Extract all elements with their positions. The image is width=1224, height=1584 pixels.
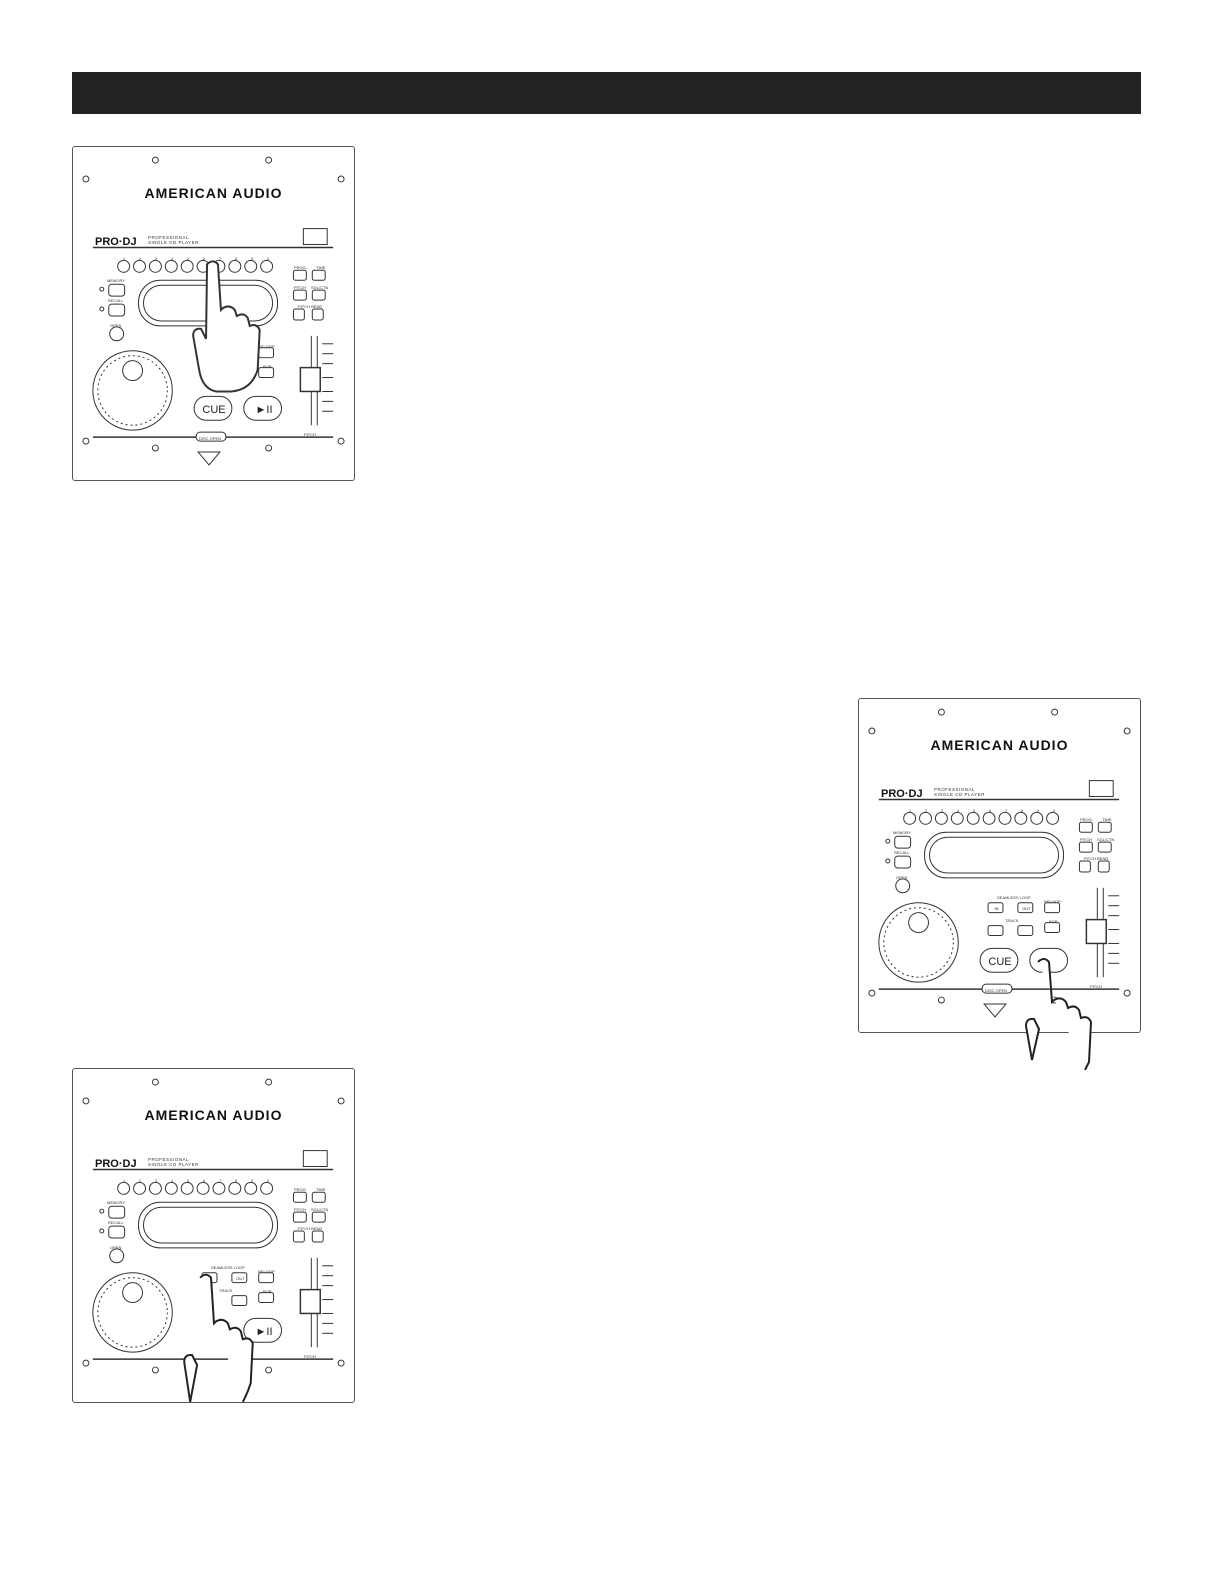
pitch-bend-label: PITCH BEND (298, 304, 323, 309)
brand-name: AMERICAN AUDIO (930, 737, 1069, 753)
number-button-label: 0 (267, 256, 270, 261)
number-button-label: 9 (1037, 808, 1040, 813)
memory-label: MEMORY (107, 278, 125, 283)
play-label: ►II (255, 1326, 273, 1338)
cd-player-figure-top-left (72, 146, 355, 481)
reloop-label: RELOOP (258, 344, 275, 349)
pitch-label: PITCH (294, 285, 306, 290)
pitch-bend-label: PITCH BEND (298, 1226, 323, 1231)
memory-label: MEMORY (893, 830, 911, 835)
number-button-label: 4 (957, 808, 960, 813)
out-label: OUT (1022, 906, 1031, 911)
out-label: OUT (236, 1276, 245, 1281)
number-button-label: 8 (235, 1178, 238, 1183)
model-subtitle (934, 787, 985, 797)
number-button-label: 1 (123, 256, 126, 261)
number-button-label: 6 (203, 1178, 206, 1183)
single-cont-label: SGL/CTN (311, 285, 329, 290)
track-label: TRACK (1005, 918, 1019, 923)
number-button-label: 6 (989, 808, 992, 813)
number-button-label: 1 (123, 1178, 126, 1183)
memory-label: MEMORY (107, 1200, 125, 1205)
number-button-label: 7 (1005, 808, 1008, 813)
time-label: TIME (316, 1187, 326, 1192)
cue-label: CUE (988, 956, 1012, 968)
single-cont-label: SGL/CTN (1097, 837, 1115, 842)
open-label: OPEN (110, 323, 122, 328)
number-button-label: 4 (171, 1178, 174, 1183)
number-button-label: 2 (139, 1178, 142, 1183)
number-button-label: 5 (187, 256, 190, 261)
recall-label: RECALL (108, 1220, 124, 1225)
recall-label: RECALL (108, 298, 124, 303)
open-label: OPEN (110, 1245, 122, 1250)
pitch-slider-label: PITCH (304, 1354, 316, 1359)
model-name: PRO·DJ (95, 236, 137, 248)
reloop-label: RELOOP (1044, 899, 1061, 904)
number-button-label: 0 (267, 1178, 270, 1183)
in-label: IN (994, 906, 999, 911)
number-button-label: 3 (155, 1178, 158, 1183)
subtitle-line-2: SINGLE CD PLAYER (148, 240, 199, 245)
subtitle-line-2: SINGLE CD PLAYER (934, 792, 985, 797)
number-button-label: 8 (1021, 808, 1024, 813)
model-subtitle (148, 235, 199, 245)
pitch-label: PITCH (294, 1207, 306, 1212)
program-label: PROG. (1080, 817, 1093, 822)
subtitle-line-1: PROFESSIONAL (148, 1157, 190, 1162)
pitch-slider-label: PITCH (304, 432, 316, 437)
track-label: TRACK (219, 1288, 233, 1293)
seamless-loop-label: SEAMLESS LOOP (997, 895, 1031, 900)
single-cont-label: SGL/CTN (311, 1207, 329, 1212)
number-button-label: 7 (219, 256, 222, 261)
recall-label: RECALL (894, 850, 910, 855)
model-name: PRO·DJ (95, 1158, 137, 1170)
model-subtitle (148, 1157, 199, 1167)
subtitle-line-1: PROFESSIONAL (148, 235, 190, 240)
program-label: PROG. (294, 265, 307, 270)
open-label: OPEN (896, 875, 908, 880)
brand-name: AMERICAN AUDIO (144, 1107, 283, 1123)
number-button-label: 4 (171, 256, 174, 261)
subtitle-line-2: SINGLE CD PLAYER (148, 1162, 199, 1167)
time-label: TIME (316, 265, 326, 270)
bop-label: BOP (1049, 919, 1058, 924)
brand-name: AMERICAN AUDIO (144, 185, 283, 201)
pointing-hand-icon (1010, 940, 1110, 1070)
pitch-label: PITCH (1080, 837, 1092, 842)
number-button-label: 5 (973, 808, 976, 813)
model-name: PRO·DJ (881, 788, 923, 800)
pitch-slider-label: PITCH (1090, 984, 1102, 989)
number-button-label: 0 (1053, 808, 1056, 813)
time-label: TIME (1102, 817, 1112, 822)
bop-label: BOP (263, 364, 272, 369)
pitch-bend-label: PITCH BEND (1084, 856, 1109, 861)
disc-open-label: DISC OPEN (985, 988, 1008, 993)
number-button-label: 3 (941, 808, 944, 813)
program-label: PROG. (294, 1187, 307, 1192)
bop-label: BOP (263, 1289, 272, 1294)
cd-player-figure-bottom-left (72, 1068, 355, 1403)
number-button-label: 3 (155, 256, 158, 261)
number-button-label: 9 (251, 256, 254, 261)
number-button-label: 2 (925, 808, 928, 813)
section-header-bar (72, 72, 1141, 114)
number-button-label: 1 (909, 808, 912, 813)
play-label: ►II (255, 404, 273, 416)
subtitle-line-1: PROFESSIONAL (934, 787, 976, 792)
number-button-label: 8 (235, 256, 238, 261)
number-button-label: 5 (187, 1178, 190, 1183)
number-button-label: 7 (219, 1178, 222, 1183)
number-button-label: 9 (251, 1178, 254, 1183)
cue-label: CUE (202, 404, 226, 416)
number-button-label: 6 (203, 256, 206, 261)
number-button-label: 2 (139, 256, 142, 261)
seamless-loop-label: SEAMLESS LOOP (211, 1265, 245, 1270)
reloop-label: RELOOP (258, 1269, 275, 1274)
disc-open-label: DISC OPEN (199, 436, 222, 441)
